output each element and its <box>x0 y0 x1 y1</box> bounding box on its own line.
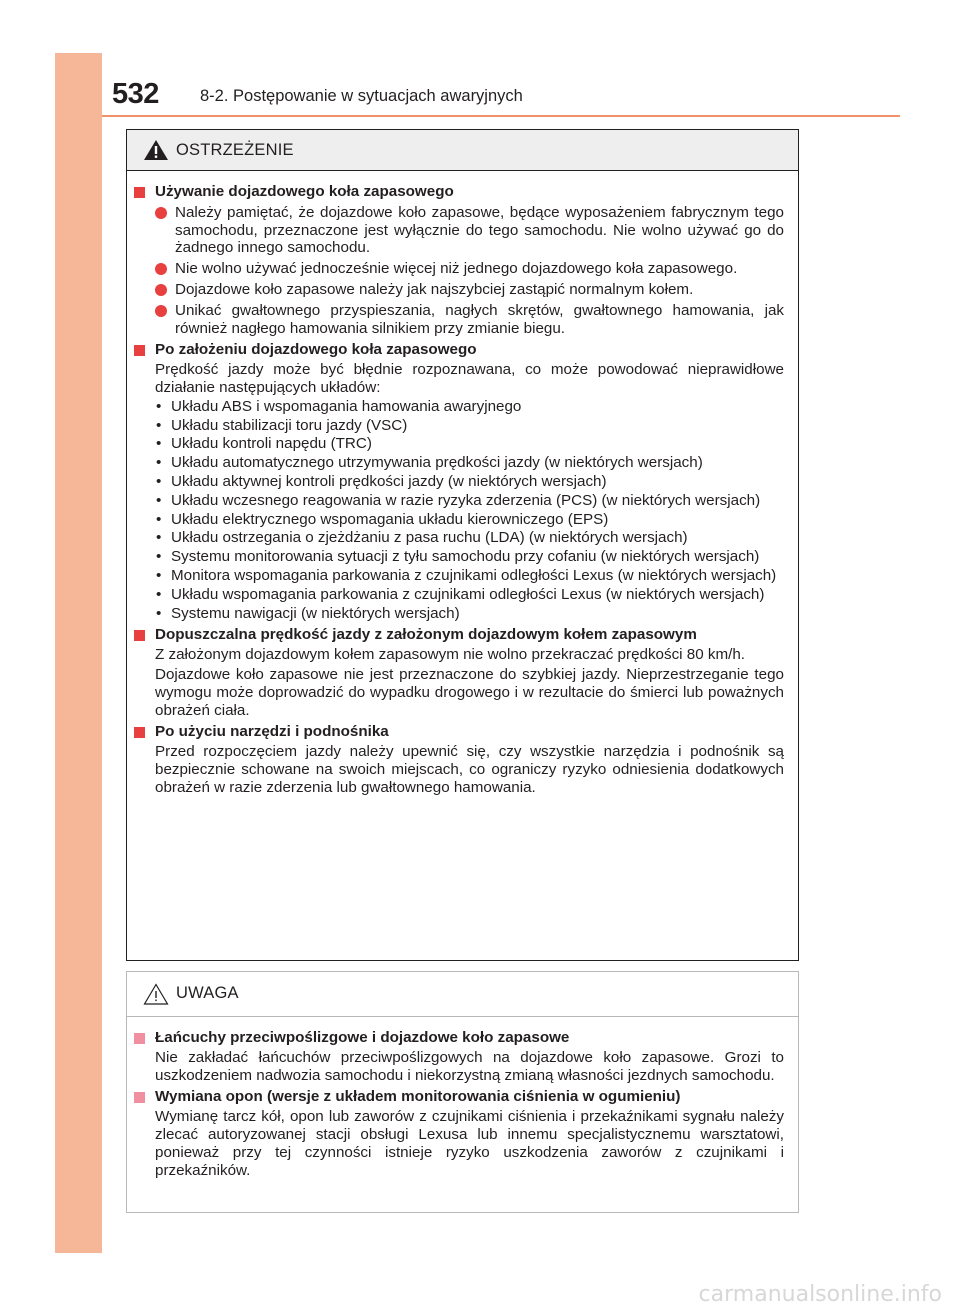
paragraph: Przed rozpoczęciem jazdy należy upewnić się, czy wszystkie narzędzia i podnośnik są bezpiecznie schowane na swoich miejscach, co ograniczy ryzyko odniesienia dodatkowych obrażeń w razie zderzenia lub gwałtownego hamowania. <box>155 743 784 796</box>
list-item: • Układu aktywnej kontroli prędkości jazdy (w niektórych wersjach) <box>155 473 784 491</box>
list-item: • Układu kontroli napędu (TRC) <box>155 435 784 453</box>
section-heading: Łańcuchy przeciwpoślizgowe i dojazdowe koło zapasowe <box>155 1029 784 1047</box>
circle-bullet-icon <box>155 263 167 275</box>
list-item: • Monitora wspomagania parkowania z czujnikami odległości Lexus (w niektórych wersjach) <box>155 567 784 585</box>
section-heading: Po założeniu dojazdowego koła zapasowego <box>155 341 784 359</box>
list-item: • Systemu nawigacji (w niektórych wersjach) <box>155 605 784 623</box>
section-heading: Wymiana opon (wersje z układem monitorowania ciśnienia w ogumieniu) <box>155 1088 784 1106</box>
notice-box <box>126 971 799 1213</box>
list-item: • Układu automatycznego utrzymywania prędkości jazdy (w niektórych wersjach) <box>155 454 784 472</box>
square-bullet-icon <box>134 1092 145 1103</box>
section-heading: Po użyciu narzędzi i podnośnika <box>155 723 784 741</box>
warning-box <box>126 129 799 961</box>
warning-box-header <box>127 130 798 171</box>
header-rule <box>102 115 900 117</box>
section-title: 8-2. Postępowanie w sytuacjach awaryjnych <box>200 87 523 105</box>
notice-content <box>127 1017 798 1179</box>
list-item: Należy pamiętać, że dojazdowe koło zapasowe, będące wyposażeniem fabrycznym tego samochodu, przeznaczone jest wyłącznie do tego samochodu. Nie wolno używać go do żadnego innego samochodu. <box>155 204 784 257</box>
list-item: • Układu wczesnego reagowania w razie ryzyka zderzenia (PCS) (w niektórych wersjach) <box>155 492 784 510</box>
list-item: • Układu elektrycznego wspomagania układu kierowniczego (EPS) <box>155 511 784 529</box>
warning-triangle-icon <box>143 139 169 161</box>
list-item: • Układu stabilizacji toru jazdy (VSC) <box>155 417 784 435</box>
list-item: • Układu ABS i wspomagania hamowania awaryjnego <box>155 398 784 416</box>
notice-box-header <box>127 972 798 1017</box>
square-bullet-icon <box>134 187 145 198</box>
paragraph: Z założonym dojazdowym kołem zapasowym nie wolno przekraczać prędkości 80 km/h. <box>155 646 746 664</box>
paragraph: Dojazdowe koło zapasowe nie jest przeznaczone do szybkiej jazdy. Nieprzestrzeganie tego wymogu może doprowadzić do wypadku drogowego i w rezultacie do śmierci lub poważnych obrażeń ciała. <box>155 665 784 719</box>
square-bullet-icon <box>134 727 145 738</box>
list-item: Dojazdowe koło zapasowe należy jak najszybciej zastąpić normalnym kołem. <box>155 281 784 299</box>
watermark: carmanualsonline.info <box>698 1282 942 1307</box>
caution-triangle-icon <box>143 983 169 1005</box>
square-bullet-icon <box>134 345 145 356</box>
notice-title: UWAGA <box>176 984 239 1002</box>
paragraph: Prędkość jazdy może być błędnie rozpoznawana, co może powodować nieprawidłowe działanie następujących układów: <box>155 361 784 396</box>
paragraph: Wymianę tarcz kół, opon lub zaworów z czujnikami ciśnienia i przekaźnikami sygnału należy zlecać autoryzowanej stacji obsługi Lexusa lub innemu specjalistycznemu warsztatowi, ponieważ przy tej czynności istnieje ryzyko uszkodzenia zaworów z czujnikami i przekaźników. <box>155 1108 784 1179</box>
circle-bullet-icon <box>155 207 167 219</box>
list-item: Nie wolno używać jednocześnie więcej niż jednego dojazdowego koła zapasowego. <box>155 260 784 278</box>
square-bullet-icon <box>134 1033 145 1044</box>
list-item: Unikać gwałtownego przyspieszania, nagłych skrętów, gwałtownego hamowania, jak również nagłego hamowania silnikiem przy zmianie biegu. <box>155 302 784 338</box>
square-bullet-icon <box>134 630 145 641</box>
warning-title: OSTRZEŻENIE <box>176 141 294 159</box>
section-heading: Dopuszczalna prędkość jazdy z założonym dojazdowym kołem zapasowym <box>155 626 784 644</box>
chapter-side-tab <box>55 53 102 1253</box>
paragraph: Nie zakładać łańcuchów przeciwpoślizgowych na dojazdowe koło zapasowe. Grozi to uszkodzeniem nadwozia samochodu i niekorzystną zmianą własności jezdnych samochodu. <box>155 1048 784 1084</box>
section-heading: Używanie dojazdowego koła zapasowego <box>155 183 784 201</box>
list-item: • Układu wspomagania parkowania z czujnikami odległości Lexus (w niektórych wersjach) <box>155 586 784 604</box>
circle-bullet-icon <box>155 284 167 296</box>
page-header <box>102 60 900 118</box>
list-item: • Systemu monitorowania sytuacji z tyłu samochodu przy cofaniu (w niektórych wersjach) <box>155 548 784 566</box>
circle-bullet-icon <box>155 305 167 317</box>
page-number: 532 <box>112 78 159 110</box>
warning-content <box>127 171 798 797</box>
list-item: • Układu ostrzegania o zjeżdżaniu z pasa ruchu (LDA) (w niektórych wersjach) <box>155 529 784 547</box>
